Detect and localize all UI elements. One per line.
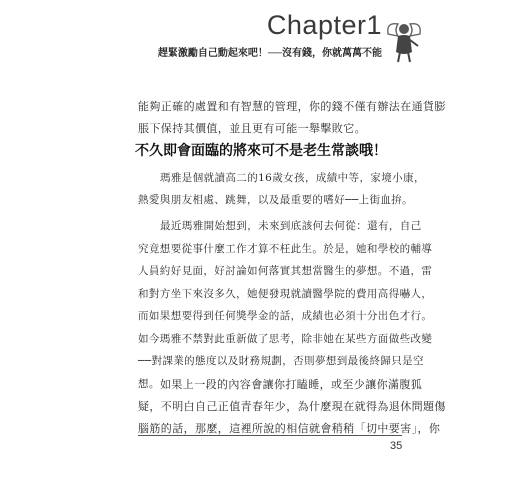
chapter-subtitle: 趕緊激勵自己動起來吧！──沒有錢，你就萬萬不能 — [157, 48, 382, 59]
text-line: 疑，不明白自己正值青春年少，為什麼現在就得為退休問題傷 — [138, 400, 446, 413]
text-line: 脹下保持其價值，並且更有可能一舉擊敗它。 — [138, 122, 366, 135]
intro-paragraph — [138, 96, 446, 140]
text-line: 和對方坐下來沒多久，她便發現就讀醫學院的費用高得嚇人， — [138, 287, 433, 300]
chapter-title: Chapter1 — [266, 10, 382, 40]
story-paragraph-2 — [138, 215, 433, 395]
closing-paragraph — [138, 374, 446, 440]
footer-divider — [138, 435, 402, 436]
text-line: 人員約好見面，好討論如何落實其想當醫生的夢想。不過，雷 — [138, 265, 433, 277]
text-line: 瑪雅是個就讀高二的16歲女孩，成績中等，家境小康， — [160, 172, 425, 184]
text-line: 而如果想要得到任何獎學金的話，成績也必須十分出色才行。 — [138, 310, 433, 322]
page-header — [0, 0, 520, 80]
text-line: 究竟想要從事什麼工作才算不枉此生。於是，她和學校的輔導 — [138, 242, 433, 255]
story-paragraph-1 — [138, 167, 425, 211]
text-line: 最近瑪雅開始想到，未來到底該何去何從：還有，自己 — [160, 220, 422, 232]
section-heading: 不久即會面臨的將來可不是老生常談哦！ — [135, 143, 387, 159]
text-line: 如今瑪雅不禁對此重新做了思考，除非她在某些方面做些改變 — [138, 332, 433, 345]
page-number: 35 — [390, 440, 403, 452]
text-line: 腦筋的話，那麼，這裡所說的相信就會稍稍「切中要害」，你 — [138, 422, 441, 435]
text-line: 如果上一段的內容會讓你打瞌睡，或至少讓你滿腹狐 — [160, 378, 423, 391]
angel-illustration-icon — [384, 16, 424, 64]
text-line: 熱愛與朋友相處、跳舞，以及最重要的嗜好──上街血拚。 — [138, 194, 414, 206]
text-line: ──對課業的態度以及財務規劃，否則夢想到最後終歸只是空 — [138, 355, 424, 367]
text-line: 想。 — [138, 377, 160, 390]
text-line: 能夠正確的處置和有智慧的管理，你的錢不僅有辦法在通貨膨 — [138, 100, 446, 113]
